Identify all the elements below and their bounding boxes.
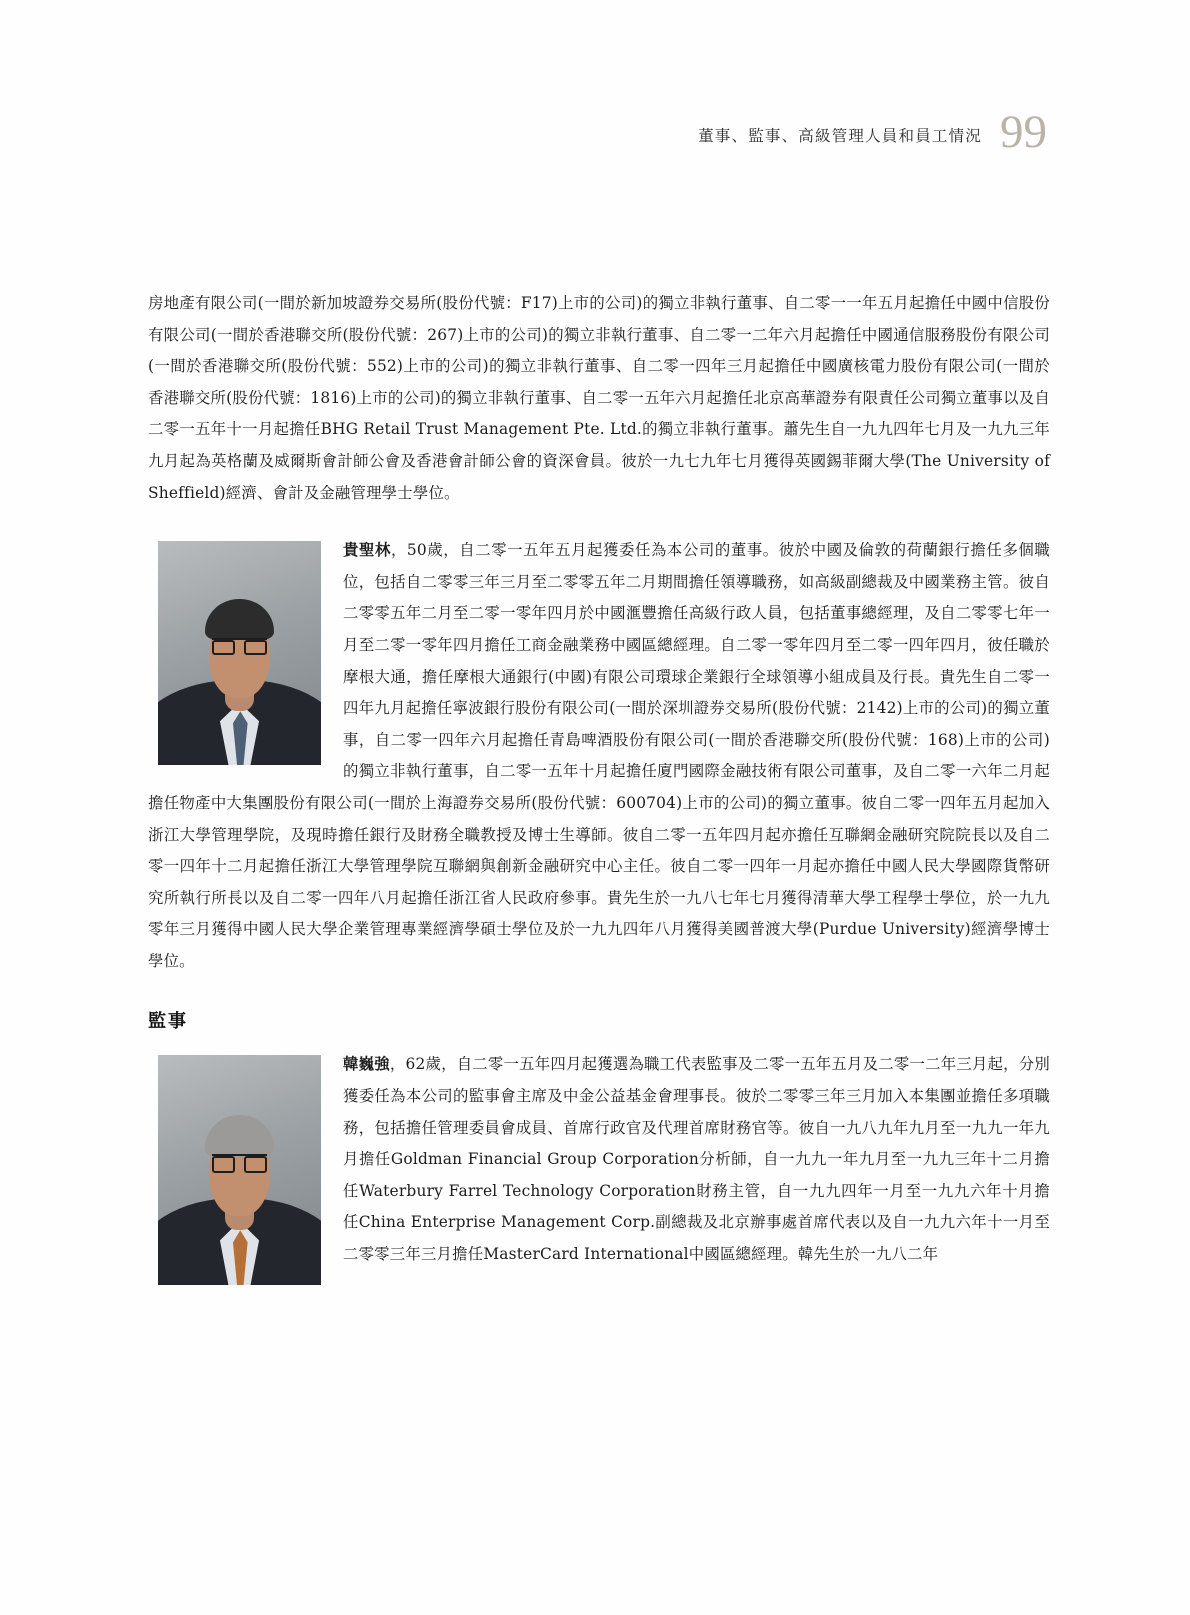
page-header <box>698 106 1047 158</box>
photo-glasses <box>212 638 267 656</box>
supervisor-bio-block <box>148 1049 1050 1291</box>
supervisor-portrait-photo <box>158 1055 321 1285</box>
header-title: 董事、監事、高級管理人員和員工情況 <box>698 127 982 145</box>
page-number: 99 <box>1000 106 1047 158</box>
director-bio-body: ，50歲，自二零一五年五月起獲委任為本公司的董事。彼於中國及倫敦的荷蘭銀行擔任多個職位，包括自二零零三年三月至二零零五年二月期間擔任領導職務，如高級副總裁及中國業務主管。彼自二零零五年二月至二零一零年四月於中國滙豐擔任高級行政人員，包括董事總經理，及自二零零七年一月至二零一零年四月擔任工商金融業務中國區總經理。自二零一零年四月至二零一四年四月，彼任職於摩根大通，擔任摩根大通銀行(中國)有限公司環球企業銀行全球領導小組成員及行長。貴先生自二零一四年九月起擔任寧波銀行股份有限公司(一間於深圳證券交易所(股份代號：2142)上市的公司)的獨立董事，自二零一四年六月起擔任青島啤酒股份有限公司(一間於香港聯交所(股份代號：168)上市的公司)的獨立非執行董事，自二零一五年十月起擔任廈門國際金融技術有限公司董事，及自二零一六年二月起擔任物產中大集團股份有限公司(一間於上海證券交易所(股份代號：600704)上市的公司)的獨立董事。彼自二零一四年五月起加入浙江大學管理學院，及現時擔任銀行及財務全職教授及博士生導師。彼自二零一五年四月起亦擔任互聯網金融研究院院長以及自二零一四年十二月起擔任浙江大學管理學院互聯網與創新金融研究中心主任。彼自二零一四年一月起亦擔任中國人民大學國際貨幣研究所執行所長以及自二零一四年八月起擔任浙江省人民政府參事。貴先生於一九八七年七月獲得清華大學工程學士學位，於一九九零年三月獲得中國人民大學企業管理專業經濟學碩士學位及於一九九四年八月獲得美國普渡大學(Purdue University)經濟學博士學位。 <box>148 541 1050 970</box>
intro-paragraph: 房地產有限公司(一間於新加坡證券交易所(股份代號：F17)上市的公司)的獨立非執行董事、自二零一一年五月起擔任中國中信股份有限公司(一間於香港聯交所(股份代號：267)上市的公司)的獨立非執行董事、自二零一二年六月起擔任中國通信服務股份有限公司(一間於香港聯交所(股份代號：552)上市的公司)的獨立非執行董事、自二零一四年三月起擔任中國廣核電力股份有限公司(一間於香港聯交所(股份代號：1816)上市的公司)的獨立非執行董事、自二零一五年六月起擔任北京高華證券有限責任公司獨立董事以及自二零一五年十一月起擔任BHG Retail Trust Management Pte. Ltd.的獨立非執行董事。蕭先生自一九九四年七月及一九九三年九月起為英格蘭及威爾斯會計師公會及香港會計師公會的資深會員。彼於一九七九年七月獲得英國錫菲爾大學(The University of Sheffield)經濟、會計及金融管理學士學位。 <box>148 294 1050 502</box>
director-name: 貴聖林 <box>343 541 391 560</box>
supervisor-name: 韓巍強 <box>343 1055 390 1074</box>
photo-glasses <box>212 1154 267 1172</box>
page-content <box>148 288 1050 1301</box>
director-bio-block <box>148 535 1050 977</box>
director-portrait-photo <box>158 541 321 765</box>
supervisors-section-heading: 監事 <box>148 1011 188 1033</box>
intro-paragraph-block <box>148 288 1050 509</box>
supervisor-bio-body: ，62歲，自二零一五年四月起獲選為職工代表監事及二零一五年五月及二零一二年三月起，分別獲委任為本公司的監事會主席及中金公益基金會理事長。彼於二零零三年三月加入本集團並擔任多項職務，包括擔任管理委員會成員、首席行政官及代理首席財務官等。彼自一九八九年九月至一九九一年九月擔任Goldman Financial Group Corporation分析師，自一九九一年九月至一九九三年十二月擔任Waterbury Farrel Technology Corporation財務主管，自一九九四年一月至一九九六年十月擔任China Enterprise Management Corp.副總裁及北京辦事處首席代表以及自一九九六年十一月至二零零三年三月擔任MasterCard International中國區總經理。韓先生於一九八二年 <box>343 1055 1050 1264</box>
